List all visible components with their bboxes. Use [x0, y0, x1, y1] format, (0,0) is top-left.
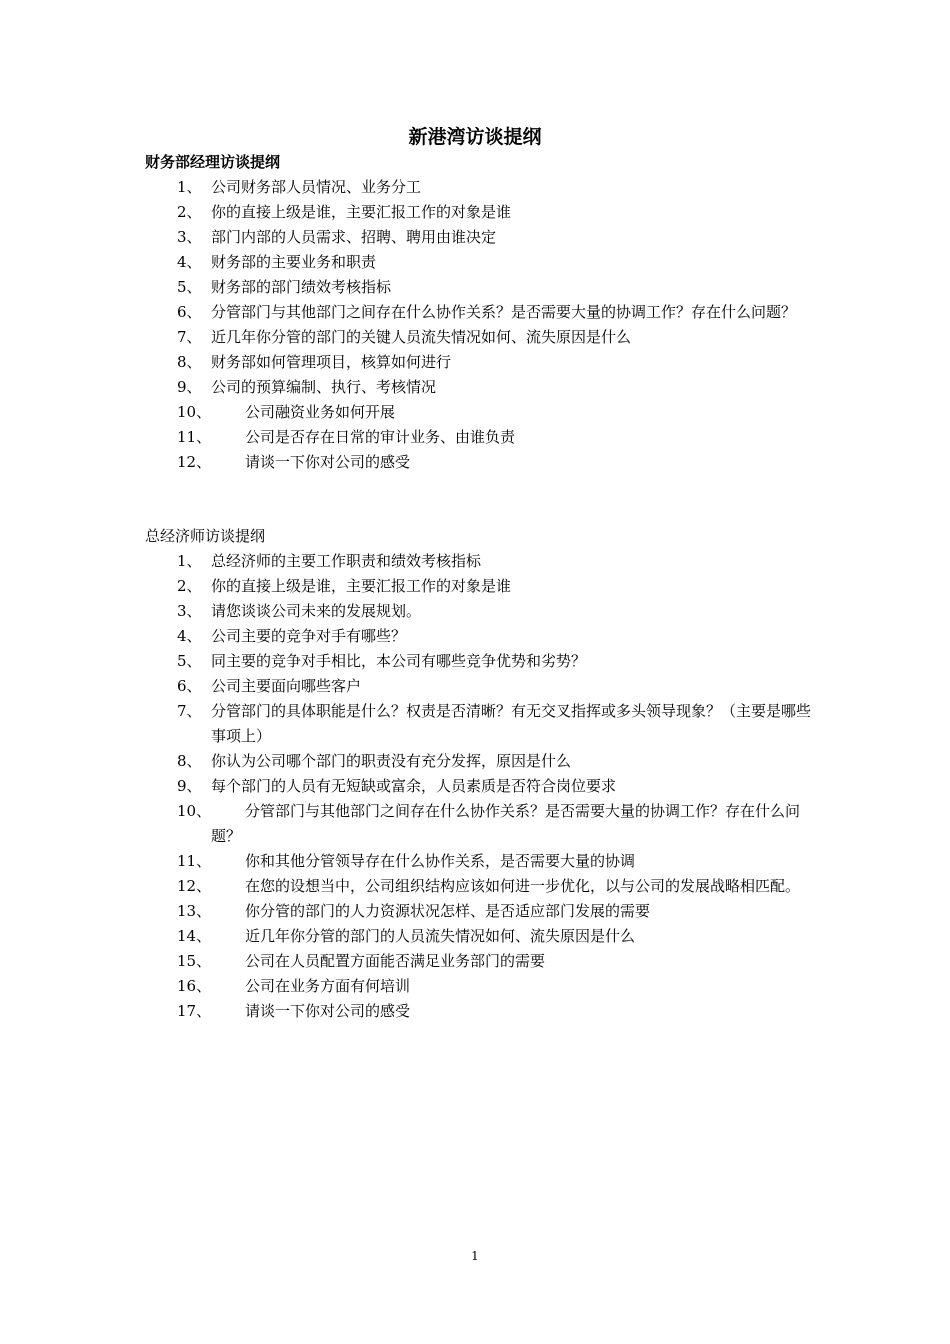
- item-text: 财务部如何管理项目，核算如何进行: [211, 353, 452, 371]
- item-text: 部门内部的人员需求、招聘、聘用由谁决定: [211, 228, 497, 246]
- list-item: [145, 599, 815, 624]
- item-number: 8、: [177, 752, 202, 770]
- list-item: [145, 325, 815, 350]
- list-item: [145, 425, 815, 450]
- item-number: 1、: [177, 552, 202, 570]
- list-item: [145, 699, 815, 749]
- list-item: [145, 250, 815, 275]
- list-item: [145, 275, 815, 300]
- item-text: 你的直接上级是谁，主要汇报工作的对象是谁: [211, 577, 512, 595]
- item-number: 6、: [177, 677, 202, 695]
- item-text: 你和其他分管领导存在什么协作关系，是否需要大量的协调: [245, 852, 636, 870]
- item-number: 2、: [177, 577, 202, 595]
- item-text: 公司在业务方面有何培训: [245, 977, 411, 995]
- item-number: 12、: [177, 877, 212, 895]
- item-text: 财务部的部门绩效考核指标: [211, 278, 392, 296]
- item-text: 公司在人员配置方面能否满足业务部门的需要: [245, 952, 546, 970]
- item-number: 9、: [177, 378, 202, 396]
- list-item: [145, 200, 815, 225]
- list-item: [145, 375, 815, 400]
- item-text: 公司的预算编制、执行、考核情况: [211, 378, 437, 396]
- question-list: [145, 549, 815, 1024]
- item-text: 财务部的主要业务和职责: [211, 253, 377, 271]
- list-item: [145, 924, 815, 949]
- item-number: 5、: [177, 278, 202, 296]
- item-text: 请谈一下你对公司的感受: [245, 453, 411, 471]
- list-item: [145, 999, 815, 1024]
- list-item: [145, 400, 815, 425]
- list-item: [145, 974, 815, 999]
- list-item: [145, 674, 815, 699]
- item-number: 5、: [177, 652, 202, 670]
- list-item: [145, 949, 815, 974]
- item-text: 公司主要的竞争对手有哪些？: [211, 627, 407, 645]
- item-number: 17、: [177, 1002, 212, 1020]
- question-list: [145, 175, 815, 475]
- item-number: 2、: [177, 203, 202, 221]
- section-chief-economist: [145, 524, 815, 1024]
- item-text: 你分管的部门的人力资源状况怎样、是否适应部门发展的需要: [245, 902, 651, 920]
- list-item: [145, 874, 815, 899]
- section-heading: 总经济师访谈提纲: [145, 527, 266, 545]
- item-number: 12、: [177, 453, 212, 471]
- item-number: 15、: [177, 952, 212, 970]
- item-number: 10、: [177, 802, 212, 820]
- list-item: [145, 549, 815, 574]
- list-item: [145, 849, 815, 874]
- item-text: 公司财务部人员情况、业务分工: [211, 178, 422, 196]
- item-text: 你认为公司哪个部门的职责没有充分发挥，原因是什么: [211, 752, 572, 770]
- list-item: [145, 225, 815, 250]
- list-item: [145, 899, 815, 924]
- item-number: 3、: [177, 228, 202, 246]
- item-text: 在您的设想当中，公司组织结构应该如何进一步优化，以与公司的发展战略相匹配。: [245, 877, 801, 895]
- item-number: 7、: [177, 702, 202, 720]
- list-item: [145, 450, 815, 475]
- item-text: 近几年你分管的部门的关键人员流失情况如何、流失原因是什么: [211, 328, 632, 346]
- item-number: 7、: [177, 328, 202, 346]
- list-item: [145, 300, 815, 325]
- page-title: 新港湾访谈提纲: [408, 126, 542, 148]
- page-number: 1: [471, 1249, 479, 1263]
- list-item: [145, 799, 815, 849]
- list-item: [145, 774, 815, 799]
- list-item: [145, 649, 815, 674]
- item-text: 每个部门的人员有无短缺或富余，人员素质是否符合岗位要求: [211, 777, 617, 795]
- item-text: 总经济师的主要工作职责和绩效考核指标: [211, 552, 482, 570]
- list-item: [145, 574, 815, 599]
- section-heading: 财务部经理访谈提纲: [145, 153, 281, 171]
- item-number: 6、: [177, 303, 202, 321]
- item-number: 11、: [177, 852, 212, 870]
- item-text: 同主要的竞争对手相比，本公司有哪些竞争优势和劣势？: [211, 652, 587, 670]
- item-number: 3、: [177, 602, 202, 620]
- item-text: 你的直接上级是谁，主要汇报工作的对象是谁: [211, 203, 512, 221]
- item-number: 13、: [177, 902, 212, 920]
- item-number: 11、: [177, 428, 212, 446]
- list-item: [145, 749, 815, 774]
- item-text: 公司融资业务如何开展: [245, 403, 396, 421]
- item-number: 16、: [177, 977, 212, 995]
- item-text: 分管部门与其他部门之间存在什么协作关系？是否需要大量的协调工作？存在什么问题？: [211, 303, 797, 321]
- item-number: 9、: [177, 777, 202, 795]
- list-item: [145, 624, 815, 649]
- item-text: 请您谈谈公司未来的发展规划。: [211, 602, 422, 620]
- item-number: 8、: [177, 353, 202, 371]
- item-text: 分管部门的具体职能是什么？权责是否清晰？有无交叉指挥或多头领导现象？（主要是哪些事项上）: [211, 702, 812, 745]
- item-text: 分管部门与其他部门之间存在什么协作关系？是否需要大量的协调工作？存在什么问题？: [211, 802, 801, 845]
- item-number: 4、: [177, 253, 202, 271]
- item-text: 公司主要面向哪些客户: [211, 677, 362, 695]
- item-text: 请谈一下你对公司的感受: [245, 1002, 411, 1020]
- list-item: [145, 175, 815, 200]
- item-text: 近几年你分管的部门的人员流失情况如何、流失原因是什么: [245, 927, 636, 945]
- item-number: 4、: [177, 627, 202, 645]
- item-number: 10、: [177, 403, 212, 421]
- list-item: [145, 350, 815, 375]
- item-text: 公司是否存在日常的审计业务、由谁负责: [245, 428, 516, 446]
- item-number: 14、: [177, 927, 212, 945]
- section-finance-manager: [145, 150, 815, 475]
- item-number: 1、: [177, 178, 202, 196]
